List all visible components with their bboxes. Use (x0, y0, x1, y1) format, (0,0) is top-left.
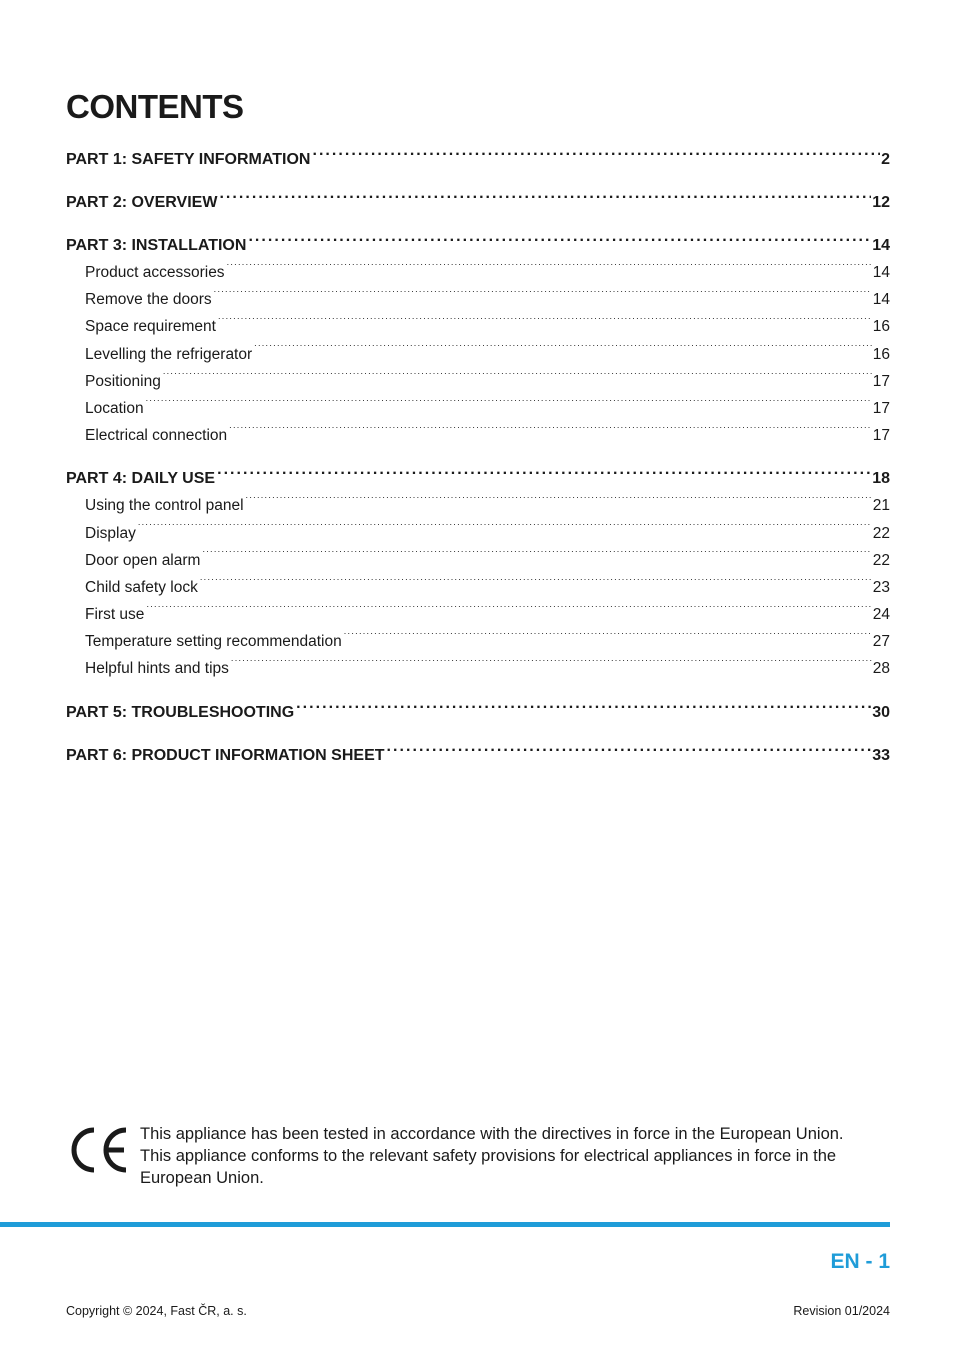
toc-page: 2 (881, 151, 890, 168)
page-number: EN - 1 (830, 1250, 890, 1273)
toc-page: 17 (872, 427, 890, 445)
toc-label: PART 6: PRODUCT INFORMATION SHEET (66, 746, 385, 764)
toc-item[interactable] (66, 286, 890, 313)
toc-label: Display (85, 524, 136, 542)
leader-dots (385, 744, 872, 760)
toc-item[interactable] (66, 313, 890, 340)
copyright-notice: Copyright © 2024, Fast ČR, a. s. (66, 1304, 247, 1318)
toc-item[interactable] (66, 422, 890, 449)
leader-dots (161, 370, 872, 386)
toc-page: 30 (872, 703, 890, 721)
toc-label: Product accessories (85, 264, 225, 281)
toc-label: Positioning (85, 372, 161, 390)
toc-label: Child safety lock (85, 578, 198, 596)
toc-item[interactable] (66, 492, 890, 519)
leader-dots (144, 604, 871, 620)
toc-label: PART 2: OVERVIEW (66, 194, 218, 211)
leader-dots (200, 549, 871, 565)
ce-mark-icon (66, 1126, 130, 1174)
leader-dots (136, 522, 872, 538)
toc-page: 17 (872, 372, 890, 390)
toc-label: Using the control panel (85, 497, 244, 515)
leader-dots (216, 316, 872, 332)
toc-label: First use (85, 606, 145, 624)
toc-label: Helpful hints and tips (85, 660, 229, 678)
toc-item[interactable] (66, 628, 890, 655)
toc-item[interactable] (66, 368, 890, 395)
ce-statement-line-1: This appliance has been tested in accordance with the directives in force in the European Union. (140, 1125, 844, 1143)
leader-dots (294, 701, 871, 717)
leader-dots (144, 397, 872, 413)
leader-dots (229, 658, 872, 674)
leader-dots (244, 495, 872, 511)
toc-page: 12 (872, 194, 890, 211)
toc-item[interactable] (66, 655, 890, 682)
toc-page: 16 (872, 318, 890, 336)
toc-part-3[interactable] (66, 232, 890, 259)
toc-page: 22 (872, 551, 890, 569)
toc-page: 17 (872, 399, 890, 417)
toc-page: 16 (872, 345, 890, 363)
toc-item[interactable] (66, 395, 890, 422)
leader-dots (342, 631, 872, 647)
table-of-contents (66, 146, 890, 769)
toc-page: 27 (872, 633, 890, 651)
toc-item[interactable] (66, 547, 890, 574)
toc-page: 28 (872, 660, 890, 678)
leader-dots (215, 467, 871, 483)
leader-dots (217, 191, 871, 207)
leader-dots (212, 289, 872, 305)
leader-dots (227, 425, 872, 441)
toc-label: Remove the doors (85, 291, 212, 309)
toc-item[interactable] (66, 259, 890, 286)
toc-label: PART 5: TROUBLESHOOTING (66, 703, 295, 721)
leader-dots (252, 343, 872, 359)
leader-dots (310, 148, 880, 164)
leader-dots (198, 576, 872, 592)
toc-label: Door open alarm (85, 551, 201, 569)
leader-dots (246, 234, 871, 250)
page-title: CONTENTS (66, 88, 244, 125)
toc-part-2[interactable] (66, 189, 890, 216)
toc-item[interactable] (66, 601, 890, 628)
toc-item[interactable] (66, 574, 890, 601)
toc-page: 24 (872, 606, 890, 624)
toc-page: 33 (872, 746, 890, 764)
toc-item[interactable] (66, 520, 890, 547)
toc-page: 14 (872, 264, 890, 281)
toc-label: Location (85, 399, 144, 417)
revision-label: Revision 01/2024 (793, 1304, 890, 1318)
toc-part-1[interactable] (66, 146, 890, 173)
toc-label: Electrical connection (85, 427, 228, 445)
toc-item[interactable] (66, 341, 890, 368)
toc-part-5[interactable] (66, 699, 890, 726)
leader-dots (225, 262, 872, 278)
toc-page: 22 (872, 524, 890, 542)
toc-page: 21 (872, 497, 890, 515)
footer-divider (0, 1222, 890, 1227)
toc-label: Levelling the refrigerator (85, 345, 253, 363)
toc-page: 23 (872, 578, 890, 596)
toc-page: 14 (872, 291, 890, 309)
ce-statement-line-2: This appliance conforms to the relevant safety provisions for electrical appliances in force in the European Union. (140, 1147, 837, 1187)
ce-statement (140, 1123, 900, 1189)
toc-part-4[interactable] (66, 465, 890, 492)
toc-label: PART 1: SAFETY INFORMATION (66, 151, 311, 168)
toc-label: PART 3: INSTALLATION (66, 237, 247, 254)
toc-label: Temperature setting recommendation (85, 633, 342, 651)
toc-label: Space requirement (85, 318, 216, 336)
toc-part-6[interactable] (66, 742, 890, 769)
toc-label: PART 4: DAILY USE (66, 470, 216, 488)
toc-page: 18 (872, 470, 890, 488)
toc-page: 14 (872, 237, 890, 254)
